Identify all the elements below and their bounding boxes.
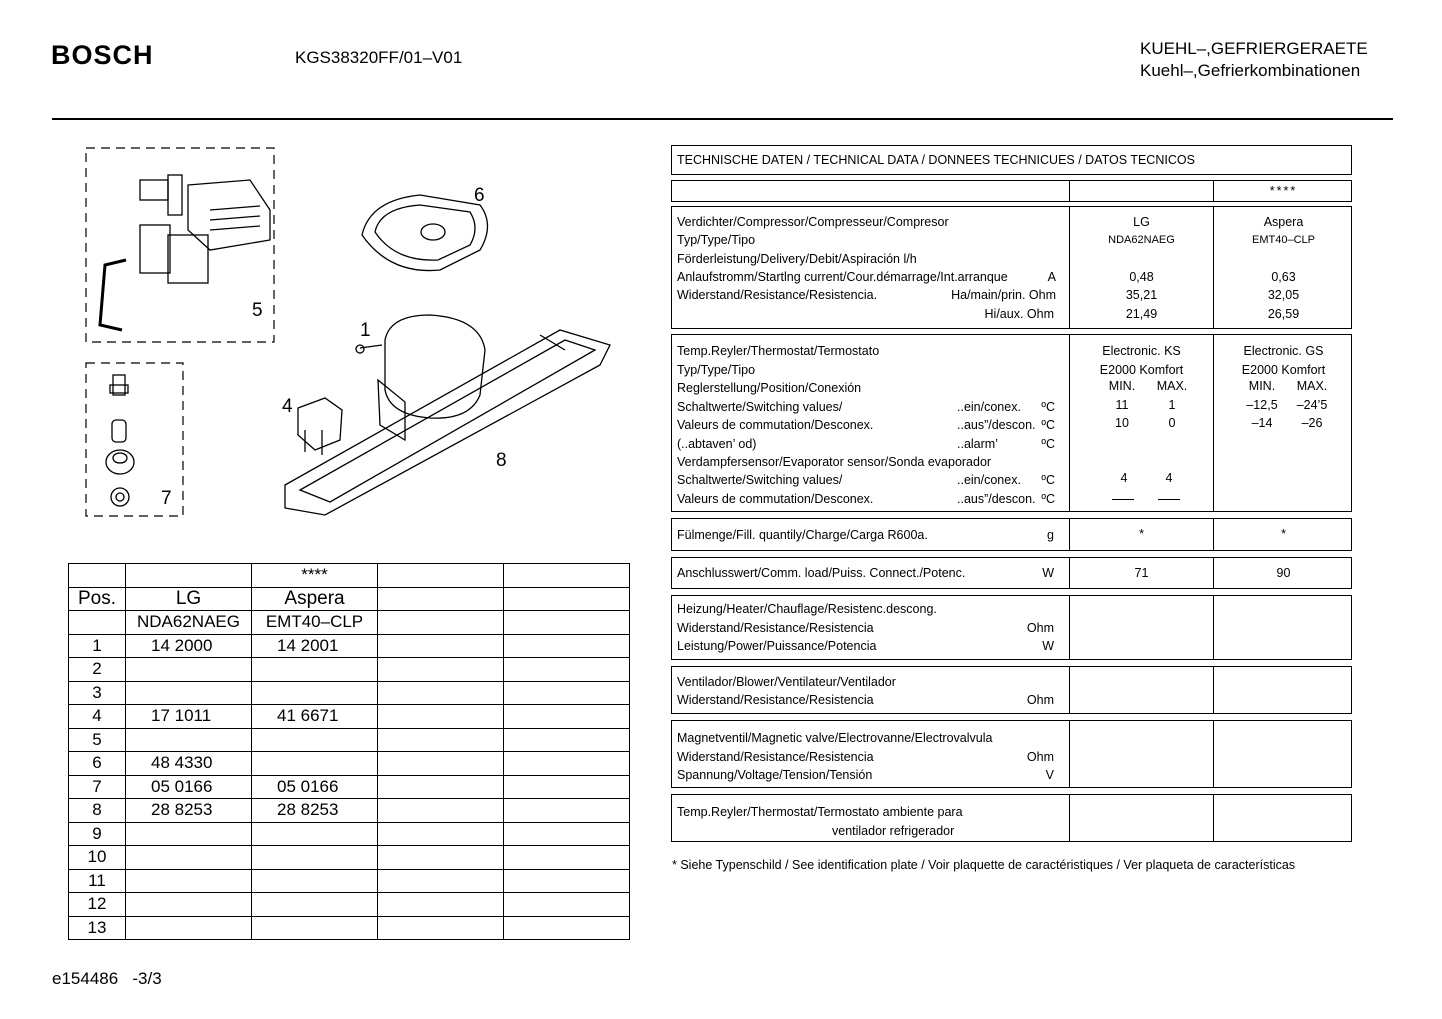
stars-label: ****: [1269, 184, 1298, 198]
table-cell: [252, 822, 378, 846]
value-cell: 35,21: [1125, 288, 1158, 302]
table-cell: [378, 728, 504, 752]
table-cell: [252, 893, 378, 917]
table-cell: ****: [252, 564, 378, 588]
table-cell: [504, 658, 630, 682]
value-cell: 71: [1134, 566, 1149, 580]
compressor-label: Verdichter/Compressor/Compresseur/Compresor: [677, 215, 949, 229]
table-cell: [378, 822, 504, 846]
value-cell: 0,63: [1271, 270, 1296, 284]
value-cell: EMT40–CLP: [1252, 234, 1315, 246]
unit-label: W: [1042, 566, 1054, 580]
table-cell: 05 0166: [252, 775, 378, 799]
blower-block: [671, 666, 1352, 714]
condition-label: ..ein/conex.: [957, 473, 1021, 487]
header-divider: [52, 118, 1393, 120]
room-thermostat-label-2: ventilador refrigerador: [832, 824, 955, 838]
delivery-label: Förderleistung/Delivery/Debit/Aspiración l/h: [677, 252, 917, 266]
table-row: [69, 893, 630, 917]
resistance-label: Widerstand/Resistance/Resistencia.: [677, 288, 878, 302]
resistance-label: Widerstand/Resistance/Resistencia: [677, 621, 874, 635]
table-cell: [378, 916, 504, 940]
table-brand-row: [69, 587, 630, 611]
table-cell: Pos.: [69, 587, 126, 611]
table-cell: [504, 634, 630, 658]
table-row: [69, 916, 630, 940]
table-cell: 5: [69, 728, 126, 752]
value-cell: 0: [1168, 416, 1176, 430]
max-label: MAX.: [1156, 379, 1188, 393]
table-row: [69, 681, 630, 705]
value-cell: 10: [1115, 416, 1129, 430]
unit-label: Ohm: [1026, 693, 1054, 707]
valve-block: [671, 720, 1352, 788]
table-cell: 28 8253: [252, 799, 378, 823]
table-cell: [504, 752, 630, 776]
condition-label: ..aus”/descon.: [957, 492, 1036, 506]
table-row: [69, 799, 630, 823]
table-cell: [504, 893, 630, 917]
switching-label: Schaltwerte/Switching values/: [677, 473, 843, 487]
condition-label: ..alarm’: [957, 437, 998, 451]
table-cell: [126, 564, 252, 588]
heater-label: Heizung/Heater/Chauflage/Resistenc.descong.: [677, 602, 937, 616]
table-cell: [126, 916, 252, 940]
table-cell: [504, 564, 630, 588]
table-cell: [252, 658, 378, 682]
table-cell: [378, 869, 504, 893]
table-cell: [504, 705, 630, 729]
table-cell: [126, 822, 252, 846]
table-row: [69, 752, 630, 776]
parts-table-body: [69, 634, 630, 940]
table-cell: [378, 705, 504, 729]
resistance-label: Widerstand/Resistance/Resistencia: [677, 693, 874, 707]
table-cell: [378, 799, 504, 823]
unit-label: Hi/aux. Ohm: [984, 307, 1054, 321]
table-cell: 4: [69, 705, 126, 729]
table-cell: [378, 587, 504, 611]
table-cell: [504, 799, 630, 823]
connected-load-label: Anschlusswert/Comm. load/Puiss. Connect./Potenc.: [677, 566, 966, 580]
thermostat-block: [671, 334, 1352, 512]
min-label: MIN.: [1108, 379, 1136, 393]
position-label: Reglerstellung/Position/Conexión: [677, 381, 862, 395]
value-cell: 0,48: [1129, 270, 1154, 284]
part-8-shape: [285, 330, 610, 515]
callout-8: 8: [496, 450, 507, 471]
table-row: [69, 658, 630, 682]
unit-label: A: [1047, 270, 1056, 284]
table-model-row: [69, 611, 630, 635]
table-cell: [504, 611, 630, 635]
table-cell: 7: [69, 775, 126, 799]
table-cell: [126, 658, 252, 682]
table-row: [69, 775, 630, 799]
unit-label: ºC: [1041, 473, 1055, 487]
table-row: [69, 869, 630, 893]
table-row: [69, 634, 630, 658]
table-cell: 11: [69, 869, 126, 893]
commutation-label: Valeurs de commutation/Desconex.: [677, 492, 874, 506]
defrost-label: (..abtaven’ od): [677, 437, 757, 451]
value-cell: 21,49: [1125, 307, 1158, 321]
table-cell: [126, 893, 252, 917]
table-cell: 3: [69, 681, 126, 705]
table-cell: 10: [69, 846, 126, 870]
value-cell: Electronic. KS: [1102, 344, 1181, 358]
table-cell: [69, 611, 126, 635]
value-cell: 1: [1168, 398, 1176, 412]
unit-label: Ohm: [1026, 750, 1054, 764]
table-cell: 1: [69, 634, 126, 658]
table-cell: 8: [69, 799, 126, 823]
table-cell: [126, 869, 252, 893]
part-4-shape: [298, 398, 342, 455]
connected-load-block: [671, 557, 1352, 589]
value-cell: LG: [1133, 215, 1150, 229]
thermostat-label: Temp.Reyler/Thermostat/Termostato: [677, 344, 880, 358]
dash-mark: [1112, 499, 1134, 500]
condition-label: ..ein/conex.: [957, 400, 1021, 414]
value-cell: NDA62NAEG: [1108, 234, 1175, 246]
table-cell: 2: [69, 658, 126, 682]
footnote: * Siehe Typenschild / See identification plate / Voir plaquette de caractéristiques / Ver plaqueta de características: [672, 858, 1296, 872]
value-cell: 32,05: [1267, 288, 1300, 302]
value-cell: 4: [1120, 471, 1128, 485]
value-cell: 26,59: [1267, 307, 1300, 321]
max-label: MAX.: [1296, 379, 1328, 393]
table-cell: [252, 728, 378, 752]
fill-quantity-block: [671, 518, 1352, 551]
min-label: MIN.: [1248, 379, 1276, 393]
category-subtitle: Kuehl–,Gefrierkombinationen: [1140, 61, 1361, 80]
tech-title: TECHNISCHE DATEN / TECHNICAL DATA / DONNEES TECHNICUES / DATOS TECNICOS: [677, 153, 1195, 167]
tech-title-box: [671, 145, 1352, 175]
table-cell: 14 2001: [252, 634, 378, 658]
table-cell: [126, 846, 252, 870]
callout-1: 1: [360, 320, 371, 341]
table-cell: 12: [69, 893, 126, 917]
unit-label: ºC: [1041, 437, 1055, 451]
value-cell: 11: [1115, 398, 1129, 412]
part-7-shape: [106, 375, 134, 506]
table-row: [69, 728, 630, 752]
value-cell: E2000 Komfort: [1099, 363, 1184, 377]
table-cell: 9: [69, 822, 126, 846]
part-6-shape: [362, 195, 488, 271]
unit-label: ºC: [1041, 418, 1055, 432]
type-label: Typ/Type/Tipo: [677, 233, 756, 247]
table-cell: NDA62NAEG: [126, 611, 252, 635]
table-cell: 14 2000: [126, 634, 252, 658]
value-cell: –14: [1251, 416, 1273, 430]
table-cell: [504, 916, 630, 940]
table-cell: [378, 658, 504, 682]
table-cell: [126, 728, 252, 752]
table-cell: LG: [126, 587, 252, 611]
compressor-block: [671, 206, 1352, 329]
value-cell: 4: [1165, 471, 1173, 485]
table-cell: 41 6671: [252, 705, 378, 729]
unit-label: Ha/main/prin. Ohm: [951, 288, 1056, 302]
table-cell: [504, 775, 630, 799]
table-header-row: [69, 564, 630, 588]
table-cell: [378, 634, 504, 658]
valve-label: Magnetventil/Magnetic valve/Electrovanne/Electrovalvula: [677, 731, 993, 745]
callout-7: 7: [161, 488, 172, 509]
table-row: [69, 822, 630, 846]
table-cell: [252, 869, 378, 893]
table-row: [69, 705, 630, 729]
table-cell: 6: [69, 752, 126, 776]
table-cell: [504, 587, 630, 611]
model-number: KGS38320FF/01–V01: [295, 48, 463, 67]
table-cell: 05 0166: [126, 775, 252, 799]
unit-label: Ohm: [1026, 621, 1054, 635]
unit-label: ºC: [1041, 400, 1055, 414]
starting-current-label: Anlaufstromm/Startlng current/Cour.démarrage/Int.arranque: [677, 270, 1008, 284]
tech-column-header: [671, 180, 1352, 202]
parts-diagram: [60, 140, 640, 530]
part-5-shape: [100, 175, 270, 330]
fill-quantity-label: Fülmenge/Fill. quantily/Charge/Carga R600a.: [677, 528, 928, 542]
table-cell: [378, 846, 504, 870]
callout-4: 4: [282, 396, 293, 417]
unit-label: ºC: [1041, 492, 1055, 506]
room-thermostat-label: Temp.Reyler/Thermostat/Termostato ambiente para: [677, 805, 963, 819]
resistance-label: Widerstand/Resistance/Resistencia: [677, 750, 874, 764]
condition-label: ..aus”/descon.: [957, 418, 1036, 432]
value-cell: –12,5: [1246, 398, 1278, 412]
table-cell: [504, 869, 630, 893]
table-cell: [378, 775, 504, 799]
value-cell: E2000 Komfort: [1241, 363, 1326, 377]
table-cell: [504, 681, 630, 705]
voltage-label: Spannung/Voltage/Tension/Tensión: [677, 768, 873, 782]
table-cell: [378, 681, 504, 705]
table-cell: [378, 893, 504, 917]
table-cell: 13: [69, 916, 126, 940]
table-cell: Aspera: [252, 587, 378, 611]
value-cell: *: [1139, 527, 1144, 541]
unit-label: g: [1047, 528, 1054, 542]
dash-mark: [1158, 499, 1180, 500]
callout-5: 5: [252, 300, 263, 321]
table-cell: [252, 681, 378, 705]
table-cell: [504, 822, 630, 846]
type-label: Typ/Type/Tipo: [677, 363, 756, 377]
value-cell: Aspera: [1263, 215, 1304, 229]
table-cell: [252, 846, 378, 870]
table-cell: [69, 564, 126, 588]
value-cell: *: [1281, 527, 1286, 541]
table-cell: [126, 681, 252, 705]
table-cell: 17 1011: [126, 705, 252, 729]
evaporator-sensor-label: Verdampfersensor/Evaporator sensor/Sonda evaporador: [677, 455, 992, 469]
callout-6: 6: [474, 185, 485, 206]
table-cell: [378, 611, 504, 635]
table-cell: [378, 564, 504, 588]
power-label: Leistung/Power/Puissance/Potencia: [677, 639, 877, 653]
table-cell: [378, 752, 504, 776]
heater-block: [671, 595, 1352, 660]
switching-label: Schaltwerte/Switching values/: [677, 400, 843, 414]
table-cell: [504, 846, 630, 870]
table-cell: [252, 916, 378, 940]
part-group-5-box: [86, 148, 274, 342]
value-cell: 90: [1276, 566, 1291, 580]
table-row: [69, 846, 630, 870]
document-id: e154486 -3/3: [52, 969, 162, 988]
value-cell: –24’5: [1296, 398, 1328, 412]
table-cell: 48 4330: [126, 752, 252, 776]
value-cell: –26: [1301, 416, 1323, 430]
value-cell: Electronic. GS: [1243, 344, 1324, 358]
room-thermostat-block: [671, 794, 1352, 842]
commutation-label: Valeurs de commutation/Desconex.: [677, 418, 874, 432]
table-cell: EMT40–CLP: [252, 611, 378, 635]
brand-logo: BOSCH: [51, 40, 154, 70]
blower-label: Ventilador/Blower/Ventilateur/Ventilador: [677, 675, 896, 689]
parts-table: [68, 563, 630, 940]
unit-label: V: [1045, 768, 1054, 782]
category-title: KUEHL–,GEFRIERGERAETE: [1140, 39, 1368, 58]
table-cell: [252, 752, 378, 776]
unit-label: W: [1042, 639, 1054, 653]
table-cell: [504, 728, 630, 752]
table-cell: 28 8253: [126, 799, 252, 823]
